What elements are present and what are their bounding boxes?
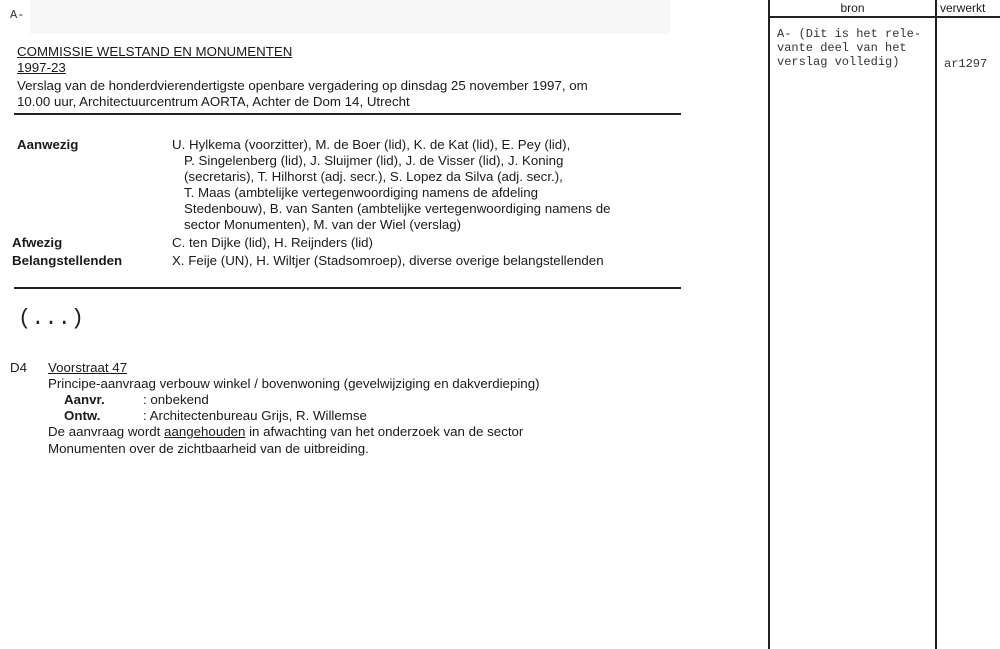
present-line: P. Singelenberg (lid), J. Sluijmer (lid), J. de Visser (lid), J. Koning — [184, 153, 564, 168]
column-header-processed: verwerkt — [940, 1, 986, 15]
decision-post: in afwachting van het onderzoek van de sector — [245, 424, 524, 439]
intro-line-2: 10.00 uur, Architectuurcentrum AORTA, Achter de Dom 14, Utrecht — [17, 94, 410, 109]
decision-line-2: Monumenten over de zichtbaarheid van de uitbreiding. — [48, 441, 369, 456]
processed-value: ar1297 — [944, 57, 988, 71]
source-line: verslag volledig) — [777, 55, 900, 69]
column-header-source: bron — [840, 1, 865, 15]
intro-line-1: Verslag van de honderdvierendertigste openbare vergadering op dinsdag 25 november 1997, om — [17, 78, 588, 93]
decision-keyword: aangehouden — [164, 424, 246, 439]
present-line: sector Monumenten), M. van der Wiel (verslag) — [184, 217, 462, 232]
present-line: (secretaris), T. Hilhorst (adj. secr.), S. Lopez da Silva (adj. secr.), — [184, 169, 563, 184]
present-label: Aanwezig — [17, 137, 79, 152]
table-border-left — [768, 0, 770, 649]
table-header-rule — [768, 16, 1000, 18]
divider — [14, 287, 681, 289]
item-address: Voorstraat 47 — [48, 360, 128, 375]
absent-value: C. ten Dijke (lid), H. Reijnders (lid) — [172, 235, 373, 250]
source-line: vante deel van het — [777, 41, 907, 55]
present-line: T. Maas (ambtelijke vertegenwoordiging namens de afdeling — [184, 185, 539, 200]
absent-label: Afwezig — [12, 235, 63, 250]
divider — [14, 113, 681, 115]
present-line: U. Hylkema (voorzitter), M. de Boer (lid), K. de Kat (lid), E. Pey (lid), — [172, 137, 571, 152]
document-number: 1997-23 — [17, 60, 66, 75]
source-line: A- (Dit is het rele- — [777, 27, 922, 41]
applicant-label: Aanvr. — [64, 392, 105, 407]
stakeholders-label: Belangstellenden — [12, 253, 123, 268]
applicant-value: : onbekend — [143, 392, 209, 407]
item-description: Principe-aanvraag verbouw winkel / bovenwoning (gevelwijziging en dakverdieping) — [48, 376, 540, 391]
ellipsis: (...) — [18, 306, 85, 331]
designer-value: : Architectenbureau Grijs, R. Willemse — [143, 408, 367, 423]
decision-pre: De aanvraag wordt — [48, 424, 165, 439]
present-line: Stedenbouw), B. van Santen (ambtelijke vertegenwoordiging namens de — [184, 201, 611, 216]
page-marker: A- — [10, 8, 25, 22]
decision-line-1 — [48, 424, 523, 440]
stakeholders-value: X. Feije (UN), H. Wiltjer (Stadsomroep), diverse overige belangstellenden — [172, 253, 604, 268]
document-title: COMMISSIE WELSTAND EN MONUMENTEN — [17, 44, 293, 59]
scan-shade — [30, 0, 670, 34]
item-code: D4 — [10, 360, 27, 375]
table-divider — [935, 0, 937, 649]
designer-label: Ontw. — [64, 408, 101, 423]
